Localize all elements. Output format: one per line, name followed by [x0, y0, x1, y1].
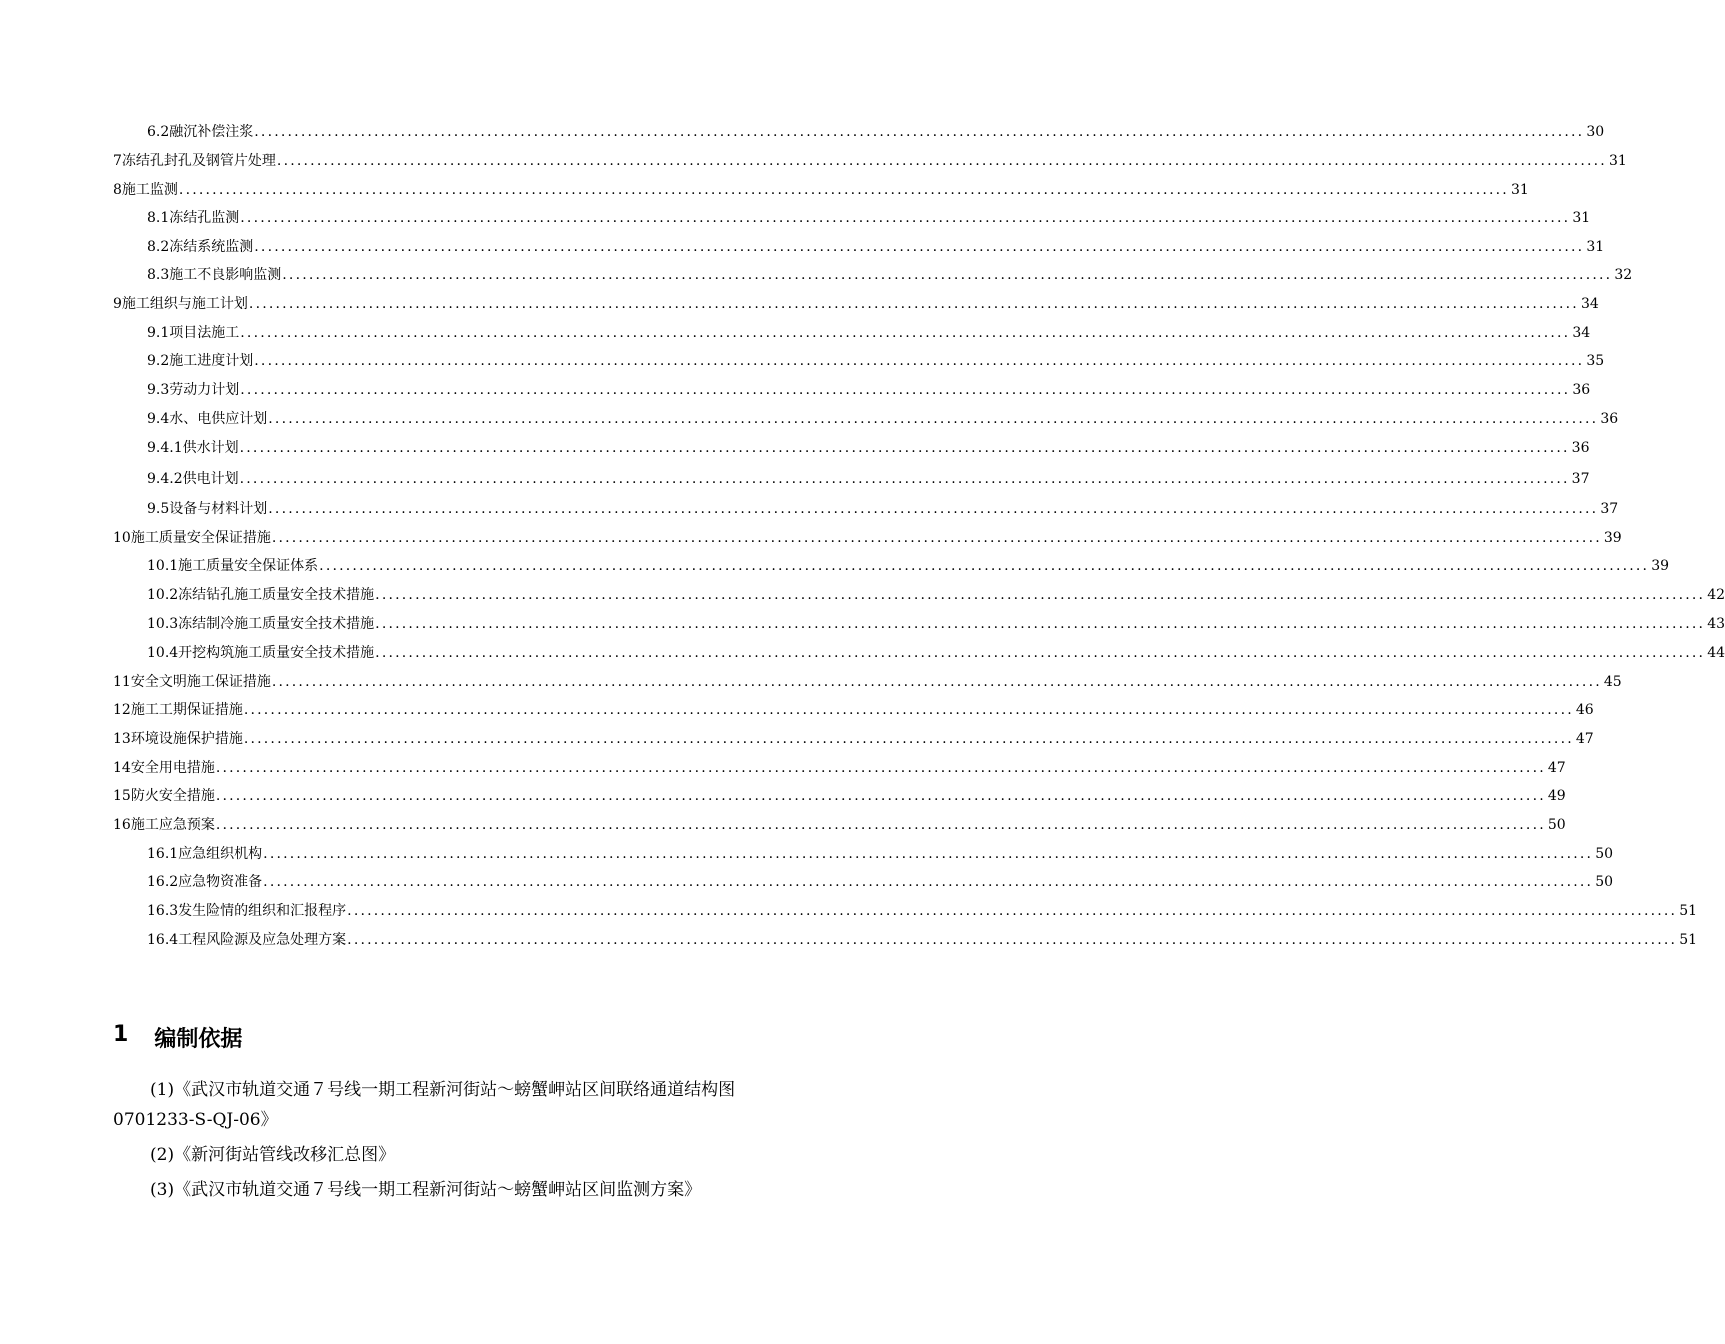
section-number: 1	[113, 1022, 129, 1047]
toc-entry-page: 45	[1603, 674, 1622, 690]
toc-entry-page: 31	[1608, 153, 1627, 169]
toc-entry-title: 劳动力计划	[169, 382, 240, 398]
section-title: 编制依据	[154, 1027, 243, 1052]
toc-entry-number: 16.2	[147, 874, 179, 890]
toc-entry-title: 防火安全措施	[130, 788, 215, 804]
toc-leader-dots: ........................................................................................................................................................................................................	[240, 210, 1571, 226]
toc-entry-title: 施工监测	[121, 182, 178, 198]
toc-entry-number: 10.3	[147, 616, 179, 632]
toc-entry-number: 9.4	[147, 411, 170, 427]
toc-leader-dots: ........................................................................................................................................................................................................	[271, 530, 1602, 546]
toc-entry-number: 9.5	[147, 501, 170, 517]
toc-entry-number: 9.3	[147, 382, 170, 398]
toc-leader-dots: ........................................................................................................................................................................................................	[347, 932, 1678, 948]
toc-entry-title: 供水计划	[182, 440, 239, 456]
toc-entry-title: 施工应急预案	[130, 817, 215, 833]
toc-leader-dots: ........................................................................................................................................................................................................	[375, 616, 1706, 632]
section-heading	[113, 1022, 242, 1053]
toc-entry[interactable]	[147, 198, 1591, 227]
toc-entry-title: 冻结系统监测	[169, 239, 254, 255]
toc-entry[interactable]	[147, 459, 1590, 488]
toc-entry-page: 50	[1595, 874, 1614, 890]
toc-entry-page: 36	[1571, 440, 1590, 456]
toc-entry-page: 44	[1707, 645, 1725, 661]
toc-entry-page: 39	[1651, 558, 1670, 574]
toc-entry[interactable]	[147, 227, 1605, 256]
toc-entry-number: 16.3	[147, 903, 179, 919]
toc-entry-number: 10	[113, 530, 131, 546]
toc-leader-dots: ........................................................................................................................................................................................................	[215, 788, 1546, 804]
toc-entry-number: 9	[113, 296, 122, 312]
toc-entry-page: 36	[1600, 411, 1619, 427]
toc-entry-title: 施工工期保证措施	[130, 702, 243, 718]
toc-entry[interactable]	[147, 920, 1698, 949]
toc-entry-number: 11	[113, 674, 131, 690]
toc-entry[interactable]	[113, 776, 1566, 805]
toc-entry-title: 施工质量安全保证措施	[130, 530, 271, 546]
toc-leader-dots: ........................................................................................................................................................................................................	[347, 903, 1678, 919]
toc-entry-title: 施工组织与施工计划	[121, 296, 248, 312]
toc-entry-number: 10.2	[147, 587, 179, 603]
toc-leader-dots: ........................................................................................................................................................................................................	[375, 587, 1706, 603]
toc-entry-page: 31	[1510, 182, 1529, 198]
toc-entry[interactable]	[147, 399, 1619, 428]
toc-leader-dots: ........................................................................................................................................................................................................	[243, 731, 1574, 747]
paragraph-1-line-2: 0701233-S-QJ-06》	[113, 1110, 278, 1130]
toc-entry-number: 7	[113, 153, 122, 169]
toc-entry[interactable]	[147, 255, 1633, 284]
toc-entry-title: 冻结制冷施工质量安全技术措施	[178, 616, 375, 632]
paragraph-1-line-1: (1)《武汉市轨道交通７号线一期工程新河街站～螃蟹岬站区间联络通道结构图	[150, 1080, 736, 1100]
toc-entry-title: 应急组织机构	[178, 846, 263, 862]
toc-entry-page: 49	[1547, 788, 1566, 804]
toc-entry-title: 应急物资准备	[178, 874, 263, 890]
toc-entry-number: 9.4.2	[147, 471, 183, 487]
toc-entry-page: 34	[1580, 296, 1599, 312]
toc-entry-page: 37	[1600, 501, 1619, 517]
toc-leader-dots: ........................................................................................................................................................................................................	[254, 124, 1585, 140]
toc-leader-dots: ........................................................................................................................................................................................................	[178, 182, 1509, 198]
toc-entry-page: 43	[1707, 616, 1725, 632]
toc-entry-page: 34	[1572, 325, 1591, 341]
paragraph-3: (3)《武汉市轨道交通７号线一期工程新河街站～螃蟹岬站区间监测方案》	[150, 1180, 702, 1200]
toc-entry-number: 16.4	[147, 932, 179, 948]
toc-leader-dots: ........................................................................................................................................................................................................	[276, 153, 1607, 169]
toc-entry-number: 8.1	[147, 210, 170, 226]
toc-leader-dots: ........................................................................................................................................................................................................	[239, 440, 1570, 456]
toc-entry-number: 15	[113, 788, 131, 804]
toc-entry[interactable]	[113, 805, 1566, 834]
toc-entry-title: 设备与材料计划	[169, 501, 268, 517]
toc-entry-page: 32	[1614, 267, 1633, 283]
toc-entry[interactable]	[147, 112, 1605, 141]
toc-entry[interactable]	[113, 284, 1599, 313]
toc-leader-dots: ........................................................................................................................................................................................................	[215, 760, 1546, 776]
toc-entry-page: 51	[1679, 903, 1698, 919]
toc-leader-dots: ........................................................................................................................................................................................................	[271, 674, 1602, 690]
toc-leader-dots: ........................................................................................................................................................................................................	[268, 411, 1599, 427]
toc-entry-page: 51	[1679, 932, 1698, 948]
toc-entry[interactable]	[147, 313, 1591, 342]
toc-leader-dots: ........................................................................................................................................................................................................	[263, 874, 1594, 890]
toc-leader-dots: ........................................................................................................................................................................................................	[240, 325, 1571, 341]
toc-leader-dots: ........................................................................................................................................................................................................	[268, 501, 1599, 517]
toc-leader-dots: ........................................................................................................................................................................................................	[263, 846, 1594, 862]
toc-entry-page: 31	[1572, 210, 1591, 226]
toc-entry-number: 16	[113, 817, 131, 833]
toc-entry-title: 冻结孔封孔及钢管片处理	[121, 153, 276, 169]
toc-entry-page: 39	[1603, 530, 1622, 546]
toc-entry-number: 8.3	[147, 267, 170, 283]
toc-entry-title: 融沉补偿注浆	[169, 124, 254, 140]
toc-entry-page: 50	[1547, 817, 1566, 833]
toc-entry[interactable]	[147, 834, 1614, 863]
toc-entry-page: 42	[1707, 587, 1725, 603]
toc-entry-title: 项目法施工	[169, 325, 240, 341]
toc-entry[interactable]	[147, 604, 1725, 633]
toc-entry-page: 36	[1572, 382, 1591, 398]
toc-entry[interactable]	[113, 662, 1622, 691]
toc-leader-dots: ........................................................................................................................................................................................................	[240, 382, 1571, 398]
toc-entry-number: 9.1	[147, 325, 170, 341]
toc-entry-number: 9.4.1	[147, 440, 183, 456]
toc-entry[interactable]	[113, 518, 1622, 547]
toc-entry[interactable]	[113, 748, 1566, 777]
toc-entry[interactable]	[113, 719, 1594, 748]
toc-entry-page: 35	[1586, 353, 1605, 369]
toc-entry[interactable]	[147, 862, 1614, 891]
toc-entry-number: 13	[113, 731, 131, 747]
toc-leader-dots: ........................................................................................................................................................................................................	[243, 702, 1574, 718]
toc-entry-number: 14	[113, 760, 131, 776]
toc-entry-title: 水、电供应计划	[169, 411, 268, 427]
toc-entry-title: 供电计划	[182, 471, 239, 487]
toc-entry[interactable]	[113, 690, 1594, 719]
toc-entry-title: 工程风险源及应急处理方案	[178, 932, 347, 948]
toc-entry-number: 12	[113, 702, 131, 718]
toc-entry[interactable]	[147, 575, 1725, 604]
toc-entry-title: 安全用电措施	[130, 760, 215, 776]
toc-leader-dots: ........................................................................................................................................................................................................	[248, 296, 1579, 312]
toc-entry[interactable]	[147, 633, 1725, 662]
toc-entry-page: 30	[1586, 124, 1605, 140]
toc-entry-title: 发生险情的组织和汇报程序	[178, 903, 347, 919]
toc-entry-title: 安全文明施工保证措施	[130, 674, 271, 690]
toc-leader-dots: ........................................................................................................................................................................................................	[319, 558, 1650, 574]
toc-leader-dots: ........................................................................................................................................................................................................	[254, 239, 1585, 255]
toc-entry-page: 47	[1547, 760, 1566, 776]
toc-entry[interactable]	[113, 170, 1529, 199]
toc-entry[interactable]	[147, 370, 1591, 399]
toc-entry-number: 6.2	[147, 124, 170, 140]
toc-entry[interactable]	[147, 489, 1619, 518]
toc-entry-number: 10.1	[147, 558, 179, 574]
toc-entry-page: 37	[1571, 471, 1590, 487]
toc-leader-dots: ........................................................................................................................................................................................................	[254, 353, 1585, 369]
toc-entry-number: 10.4	[147, 645, 179, 661]
toc-entry-number: 8	[113, 182, 122, 198]
toc-leader-dots: ........................................................................................................................................................................................................	[375, 645, 1706, 661]
toc-leader-dots: ........................................................................................................................................................................................................	[215, 817, 1546, 833]
toc-entry-page: 50	[1595, 846, 1614, 862]
toc-entry-title: 施工不良影响监测	[169, 267, 282, 283]
toc-entry-title: 冻结孔监测	[169, 210, 240, 226]
toc-entry[interactable]	[147, 546, 1670, 575]
toc-entry-page: 31	[1586, 239, 1605, 255]
paragraph-2: (2)《新河街站管线改移汇总图》	[150, 1145, 396, 1165]
toc-entry-title: 环境设施保护措施	[130, 731, 243, 747]
toc-entry[interactable]	[147, 428, 1590, 457]
toc-entry-page: 46	[1575, 702, 1594, 718]
toc-entry-title: 施工质量安全保证体系	[178, 558, 319, 574]
toc-leader-dots: ........................................................................................................................................................................................................	[282, 267, 1613, 283]
toc-entry[interactable]	[147, 341, 1605, 370]
toc-entry-number: 16.1	[147, 846, 179, 862]
toc-entry[interactable]	[113, 141, 1627, 170]
toc-entry-page: 47	[1575, 731, 1594, 747]
toc-entry-title: 施工进度计划	[169, 353, 254, 369]
toc-entry-number: 9.2	[147, 353, 170, 369]
toc-entry-title: 冻结钻孔施工质量安全技术措施	[178, 587, 375, 603]
toc-entry-title: 开挖构筑施工质量安全技术措施	[178, 645, 375, 661]
toc-entry-number: 8.2	[147, 239, 170, 255]
toc-leader-dots: ........................................................................................................................................................................................................	[239, 471, 1570, 487]
toc-entry[interactable]	[147, 891, 1698, 920]
